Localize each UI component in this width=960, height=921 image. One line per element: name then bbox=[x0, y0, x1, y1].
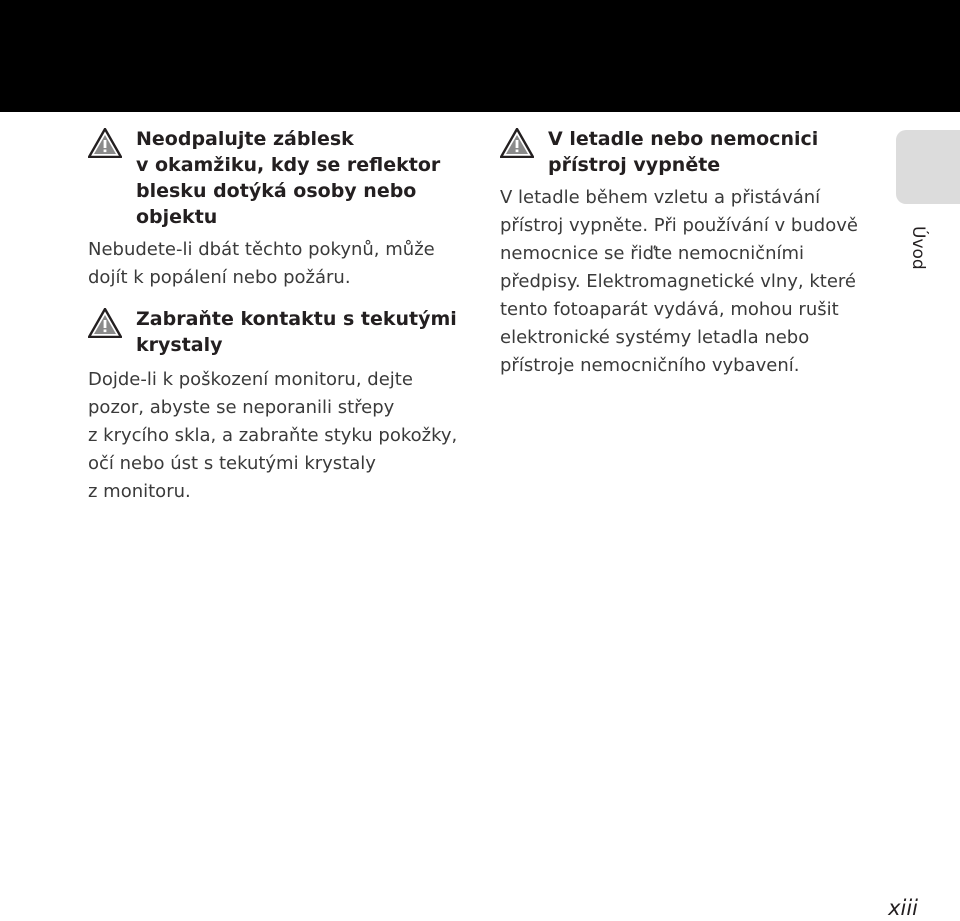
warning-triangle-icon bbox=[500, 128, 534, 158]
warning-title-line: Zabraňte kontaktu s tekutými bbox=[136, 308, 457, 330]
warning-body bbox=[88, 236, 440, 292]
warning-body-line: z krycího skla, a zabraňte styku pokožky, bbox=[88, 425, 458, 446]
section-tab[interactable] bbox=[896, 130, 960, 204]
warning-body bbox=[88, 366, 457, 506]
warning-title bbox=[136, 306, 457, 358]
warning-body-line: dojít k popálení nebo požáru. bbox=[88, 267, 351, 288]
section-tab-label: Úvod bbox=[908, 226, 928, 270]
warning-body-line: Nebudete-li dbát těchto pokynů, může bbox=[88, 239, 435, 260]
warning-body-line: pozor, abyste se neporanili střepy bbox=[88, 397, 395, 418]
warning-body-line: tento fotoaparát vydává, mohou rušit bbox=[500, 299, 839, 320]
warning-body-line: předpisy. Elektromagnetické vlny, které bbox=[500, 271, 857, 292]
warning-title-line: Neodpalujte záblesk bbox=[136, 128, 354, 150]
warning-title-line: v okamžiku, kdy se reflektor bbox=[136, 154, 441, 176]
warning-body bbox=[500, 184, 858, 380]
warning-body-line: elektronické systémy letadla nebo bbox=[500, 327, 810, 348]
warning-triangle-icon bbox=[88, 128, 122, 158]
warning-title-line: blesku dotýká osoby nebo bbox=[136, 180, 417, 202]
warning-body-line: nemocnice se řiďte nemocničními bbox=[500, 243, 805, 264]
warning-flash bbox=[88, 126, 440, 292]
warning-body-line: přístroj vypněte. Při používání v budově bbox=[500, 215, 858, 236]
warning-body-line: z monitoru. bbox=[88, 481, 191, 502]
top-black-band bbox=[0, 0, 960, 112]
warning-title-line: V letadle nebo nemocnici bbox=[548, 128, 819, 150]
warning-title bbox=[548, 126, 858, 178]
warning-aircraft-hospital bbox=[500, 126, 858, 380]
warning-triangle-icon bbox=[88, 308, 122, 338]
warning-body-line: V letadle během vzletu a přistávání bbox=[500, 187, 821, 208]
warning-body-line: očí nebo úst s tekutými krystaly bbox=[88, 453, 376, 474]
page-number: xiii bbox=[888, 896, 918, 920]
warning-title-line: přístroj vypněte bbox=[548, 154, 721, 176]
warning-title bbox=[136, 126, 440, 230]
warning-title-line: objektu bbox=[136, 206, 218, 228]
warning-body-line: přístroje nemocničního vybavení. bbox=[500, 355, 800, 376]
warning-title-line: krystaly bbox=[136, 334, 223, 356]
warning-body-line: Dojde-li k poškození monitoru, dejte bbox=[88, 369, 413, 390]
warning-liquid-crystal bbox=[88, 306, 457, 506]
